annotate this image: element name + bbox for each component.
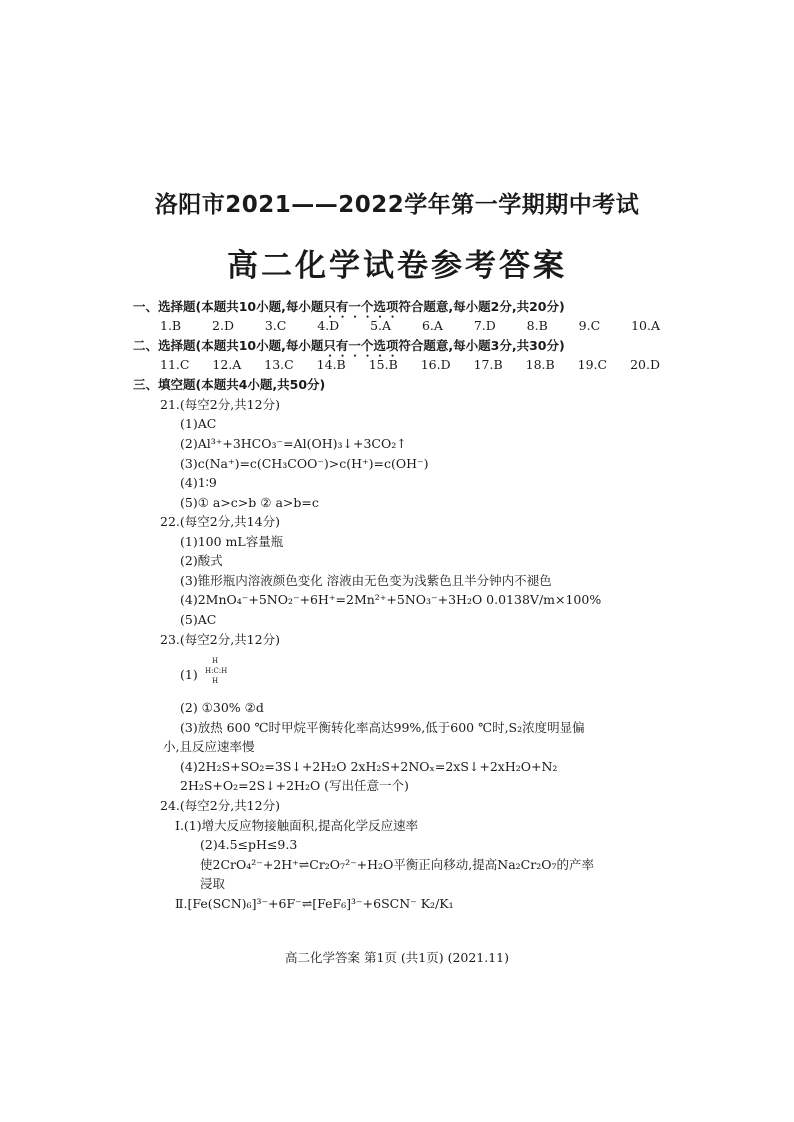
answer-item: 14.B	[316, 357, 346, 372]
answer-item: 15.B	[368, 357, 398, 372]
answer-item: 9.C	[578, 318, 601, 333]
q24-part2-answer: Ⅱ.[Fe(SCN)₆]³⁻+6F⁻⇌[FeF₆]³⁻+6SCN⁻ K₂/K₁	[175, 896, 454, 911]
struct-middle: H:C:H	[205, 667, 228, 675]
section1-heading-post: 符合题意,每小题2分,共20分)	[398, 299, 565, 314]
answer-item: 13.C	[264, 357, 294, 372]
q23-answer-2: (2) ①30% ②d	[180, 700, 264, 715]
answer-item: 16.D	[420, 357, 451, 372]
q23-answer-4-line1: (4)2H₂S+SO₂=3S↓+2H₂O 2xH₂S+2NOₓ=2xS↓+2xH₂O+N₂	[180, 759, 558, 774]
section2-heading-emph: 只有一个选项	[323, 338, 399, 353]
q21-answer-1: (1)AC	[180, 416, 217, 431]
q23-answer-3-line2: 小,且反应速率慢	[163, 739, 255, 754]
page-footer: 高二化学答案 第1页 (共1页) (2021.11)	[284, 950, 510, 965]
q24-part1-answer-1: Ⅰ.(1)增大反应物接触面积,提高化学反应速率	[175, 818, 419, 833]
struct-top-h: H	[211, 657, 219, 665]
section1-heading-pre: 一、选择题(本题共10小题,每小题	[133, 299, 324, 314]
answer-item: 2.D	[212, 318, 234, 333]
q22-answer-2: (2)酸式	[180, 553, 223, 568]
answer-item: 6.A	[421, 318, 443, 333]
section2-answers	[160, 357, 660, 372]
q22-answer-4: (4)2MnO₄⁻+5NO₂⁻+6H⁺=2Mn²⁺+5NO₃⁻+3H₂O 0.0138V/m×100%	[180, 592, 602, 607]
q21-title: 21.(每空2分,共12分)	[160, 397, 280, 412]
methane-electron-structure	[205, 656, 228, 692]
section2-heading-post: 符合题意,每小题3分,共30分)	[398, 338, 565, 353]
answer-item: 3.C	[264, 318, 287, 333]
answer-item: 1.B	[160, 318, 182, 333]
q21-answer-4: (4)1∶9	[180, 475, 217, 490]
exam-title: 洛阳市2021——2022学年第一学期期中考试	[154, 192, 640, 218]
answer-item: 4.D	[317, 318, 340, 333]
struct-bottom-h: H	[211, 677, 219, 685]
q23-answer-1-label: (1)	[180, 667, 198, 682]
answer-item: 20.D	[630, 357, 660, 372]
q24-title: 24.(每空2分,共12分)	[160, 798, 280, 813]
q23-answer-3-line1: (3)放热 600 ℃时甲烷平衡转化率高达99%,低于600 ℃时,S₂浓度明显偏	[180, 720, 585, 735]
q22-title: 22.(每空2分,共14分)	[160, 514, 280, 529]
answer-item: 18.B	[525, 357, 555, 372]
answer-item: 19.C	[577, 357, 608, 372]
document-title: 高二化学试卷参考答案	[227, 248, 567, 284]
q23-title: 23.(每空2分,共12分)	[160, 632, 280, 647]
answer-item: 8.B	[526, 318, 548, 333]
q24-part1-answer-2: (2)4.5≤pH≤9.3	[200, 837, 298, 852]
section1-answers	[160, 318, 660, 333]
q21-answer-2: (2)Al³⁺+3HCO₃⁻=Al(OH)₃↓+3CO₂↑	[180, 436, 407, 451]
answer-item: 10.A	[631, 318, 660, 333]
q21-answer-5: (5)① a>c>b ② a>b=c	[180, 495, 319, 510]
q24-part1-answer-4: 浸取	[200, 876, 226, 891]
q21-answer-3: (3)c(Na⁺)=c(CH₃COO⁻)>c(H⁺)=c(OH⁻)	[180, 456, 429, 471]
q24-part1-answer-3: 使2CrO₄²⁻+2H⁺⇌Cr₂O₇²⁻+H₂O平衡正向移动,提高Na₂Cr₂O₇的产率	[200, 857, 594, 872]
q22-answer-3: (3)锥形瓶内溶液颜色变化 溶液由无色变为浅紫色且半分钟内不褪色	[180, 573, 552, 588]
section1-heading-emph: 只有一个选项	[323, 299, 399, 314]
section2-heading-pre: 二、选择题(本题共10小题,每小题	[133, 338, 324, 353]
answer-item: 17.B	[473, 357, 503, 372]
section3-heading: 三、填空题(本题共4小题,共50分)	[133, 377, 326, 392]
answer-item: 11.C	[160, 357, 190, 372]
answer-item: 7.D	[473, 318, 496, 333]
q22-answer-1: (1)100 mL容量瓶	[180, 534, 284, 549]
q23-answer-4-line2: 2H₂S+O₂=2S↓+2H₂O (写出任意一个)	[180, 778, 409, 793]
answer-item: 12.A	[212, 357, 242, 372]
answer-item: 5.A	[370, 318, 392, 333]
q22-answer-5: (5)AC	[180, 612, 217, 627]
